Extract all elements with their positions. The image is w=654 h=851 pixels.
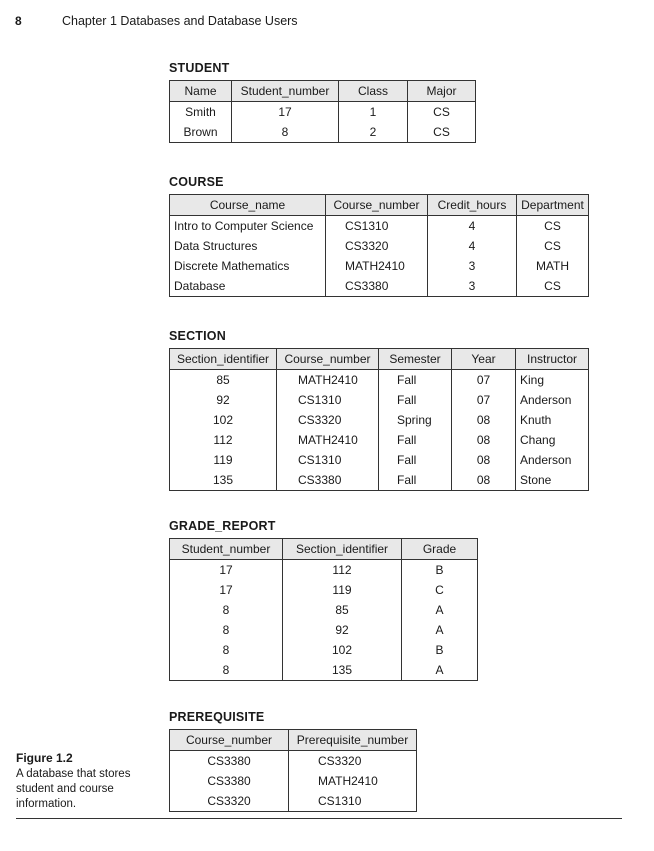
table-cell: MATH2410 <box>289 771 417 791</box>
column-header: Prerequisite_number <box>289 730 417 751</box>
table-row <box>170 791 417 812</box>
table-row <box>170 256 589 276</box>
table-cell: CS <box>517 236 589 256</box>
column-header: Student_number <box>170 539 283 560</box>
course-table-title: COURSE <box>169 175 224 189</box>
bottom-rule <box>16 818 622 819</box>
grade-report-table-title: GRADE_REPORT <box>169 519 276 533</box>
table-cell: Knuth <box>516 410 589 430</box>
section-table-title: SECTION <box>169 329 226 343</box>
prerequisite-table-block <box>169 710 417 812</box>
table-cell: CS1310 <box>277 390 379 410</box>
grade-report-table-block <box>169 519 478 681</box>
column-header: Major <box>408 81 476 102</box>
column-header: Section_identifier <box>283 539 402 560</box>
table-cell: CS3320 <box>170 791 289 812</box>
table-cell: CS3380 <box>170 751 289 772</box>
table-header-row <box>170 349 589 370</box>
table-cell: 1 <box>339 102 408 123</box>
table-cell: 08 <box>452 410 516 430</box>
table-cell: 135 <box>170 470 277 491</box>
course-table <box>169 194 589 297</box>
table-cell: CS3320 <box>289 751 417 772</box>
table-row <box>170 102 476 123</box>
table-cell: 8 <box>170 640 283 660</box>
column-header: Name <box>170 81 232 102</box>
table-cell: 08 <box>452 450 516 470</box>
table-cell: C <box>402 580 478 600</box>
table-row <box>170 390 589 410</box>
table-cell: Fall <box>379 370 452 391</box>
prerequisite-table-title: PREREQUISITE <box>169 710 265 724</box>
table-cell: Discrete Mathematics <box>170 256 326 276</box>
column-header: Instructor <box>516 349 589 370</box>
table-row <box>170 580 478 600</box>
column-header: Course_name <box>170 195 326 216</box>
table-cell: MATH2410 <box>277 370 379 391</box>
table-row <box>170 450 589 470</box>
chapter-heading: Chapter 1 Databases and Database Users <box>62 14 298 28</box>
column-header: Class <box>339 81 408 102</box>
table-cell: 3 <box>428 276 517 297</box>
column-header: Course_number <box>326 195 428 216</box>
table-cell: 102 <box>283 640 402 660</box>
grade-report-table <box>169 538 478 681</box>
table-cell: MATH <box>517 256 589 276</box>
table-cell: CS3320 <box>326 236 428 256</box>
table-cell: CS <box>517 276 589 297</box>
table-cell: Data Structures <box>170 236 326 256</box>
table-cell: MATH2410 <box>326 256 428 276</box>
table-row <box>170 216 589 237</box>
table-row <box>170 620 478 640</box>
table-cell: A <box>402 620 478 640</box>
table-cell: 8 <box>170 600 283 620</box>
table-cell: B <box>402 640 478 660</box>
table-cell: 07 <box>452 390 516 410</box>
table-row <box>170 410 589 430</box>
student-table <box>169 80 476 143</box>
table-row <box>170 276 589 297</box>
table-cell: Database <box>170 276 326 297</box>
table-cell: CS <box>408 122 476 143</box>
table-cell: Fall <box>379 430 452 450</box>
figure-label: Figure 1.2 <box>16 751 73 765</box>
table-cell: CS <box>408 102 476 123</box>
table-cell: CS3380 <box>326 276 428 297</box>
table-cell: Chang <box>516 430 589 450</box>
table-cell: Anderson <box>516 450 589 470</box>
table-row <box>170 751 417 772</box>
course-table-block <box>169 175 589 297</box>
figure-caption: A database that stores student and course information. <box>16 768 131 810</box>
table-cell: A <box>402 600 478 620</box>
table-cell: 112 <box>170 430 277 450</box>
table-header-row <box>170 81 476 102</box>
column-header: Semester <box>379 349 452 370</box>
table-row <box>170 771 417 791</box>
table-row <box>170 122 476 143</box>
table-cell: 92 <box>170 390 277 410</box>
table-cell: Stone <box>516 470 589 491</box>
table-cell: 4 <box>428 216 517 237</box>
table-cell: B <box>402 560 478 581</box>
table-cell: 102 <box>170 410 277 430</box>
column-header: Department <box>517 195 589 216</box>
table-header-row <box>170 195 589 216</box>
table-header-row <box>170 730 417 751</box>
table-cell: 135 <box>283 660 402 681</box>
table-row <box>170 640 478 660</box>
table-cell: 8 <box>170 660 283 681</box>
table-row <box>170 236 589 256</box>
table-row <box>170 470 589 491</box>
student-table-block <box>169 61 476 143</box>
table-cell: Smith <box>170 102 232 123</box>
column-header: Course_number <box>170 730 289 751</box>
table-cell: 85 <box>170 370 277 391</box>
table-cell: King <box>516 370 589 391</box>
table-cell: 85 <box>283 600 402 620</box>
table-cell: CS3380 <box>170 771 289 791</box>
table-cell: 4 <box>428 236 517 256</box>
table-cell: CS <box>517 216 589 237</box>
table-row <box>170 430 589 450</box>
column-header: Section_identifier <box>170 349 277 370</box>
column-header: Course_number <box>277 349 379 370</box>
table-cell: 2 <box>339 122 408 143</box>
section-table-block <box>169 329 589 491</box>
table-cell: 08 <box>452 470 516 491</box>
table-row <box>170 660 478 681</box>
student-table-title: STUDENT <box>169 61 230 75</box>
column-header: Grade <box>402 539 478 560</box>
table-cell: 17 <box>170 560 283 581</box>
table-cell: 112 <box>283 560 402 581</box>
table-cell: 119 <box>170 450 277 470</box>
page-number: 8 <box>15 14 22 28</box>
table-cell: 07 <box>452 370 516 391</box>
table-cell: 17 <box>170 580 283 600</box>
table-cell: Spring <box>379 410 452 430</box>
table-cell: Fall <box>379 450 452 470</box>
table-header-row <box>170 539 478 560</box>
column-header: Year <box>452 349 516 370</box>
table-row <box>170 560 478 581</box>
table-cell: MATH2410 <box>277 430 379 450</box>
table-cell: A <box>402 660 478 681</box>
table-row <box>170 370 589 391</box>
section-table <box>169 348 589 491</box>
table-row <box>170 600 478 620</box>
table-cell: 08 <box>452 430 516 450</box>
table-cell: CS3320 <box>277 410 379 430</box>
table-cell: 3 <box>428 256 517 276</box>
table-cell: 8 <box>232 122 339 143</box>
table-cell: CS3380 <box>277 470 379 491</box>
table-cell: 8 <box>170 620 283 640</box>
table-cell: 92 <box>283 620 402 640</box>
table-cell: Anderson <box>516 390 589 410</box>
table-cell: 119 <box>283 580 402 600</box>
table-cell: Brown <box>170 122 232 143</box>
table-cell: Fall <box>379 390 452 410</box>
column-header: Student_number <box>232 81 339 102</box>
table-cell: 17 <box>232 102 339 123</box>
prerequisite-table <box>169 729 417 812</box>
table-cell: Fall <box>379 470 452 491</box>
table-cell: CS1310 <box>326 216 428 237</box>
column-header: Credit_hours <box>428 195 517 216</box>
table-cell: Intro to Computer Science <box>170 216 326 237</box>
table-cell: CS1310 <box>277 450 379 470</box>
table-cell: CS1310 <box>289 791 417 812</box>
